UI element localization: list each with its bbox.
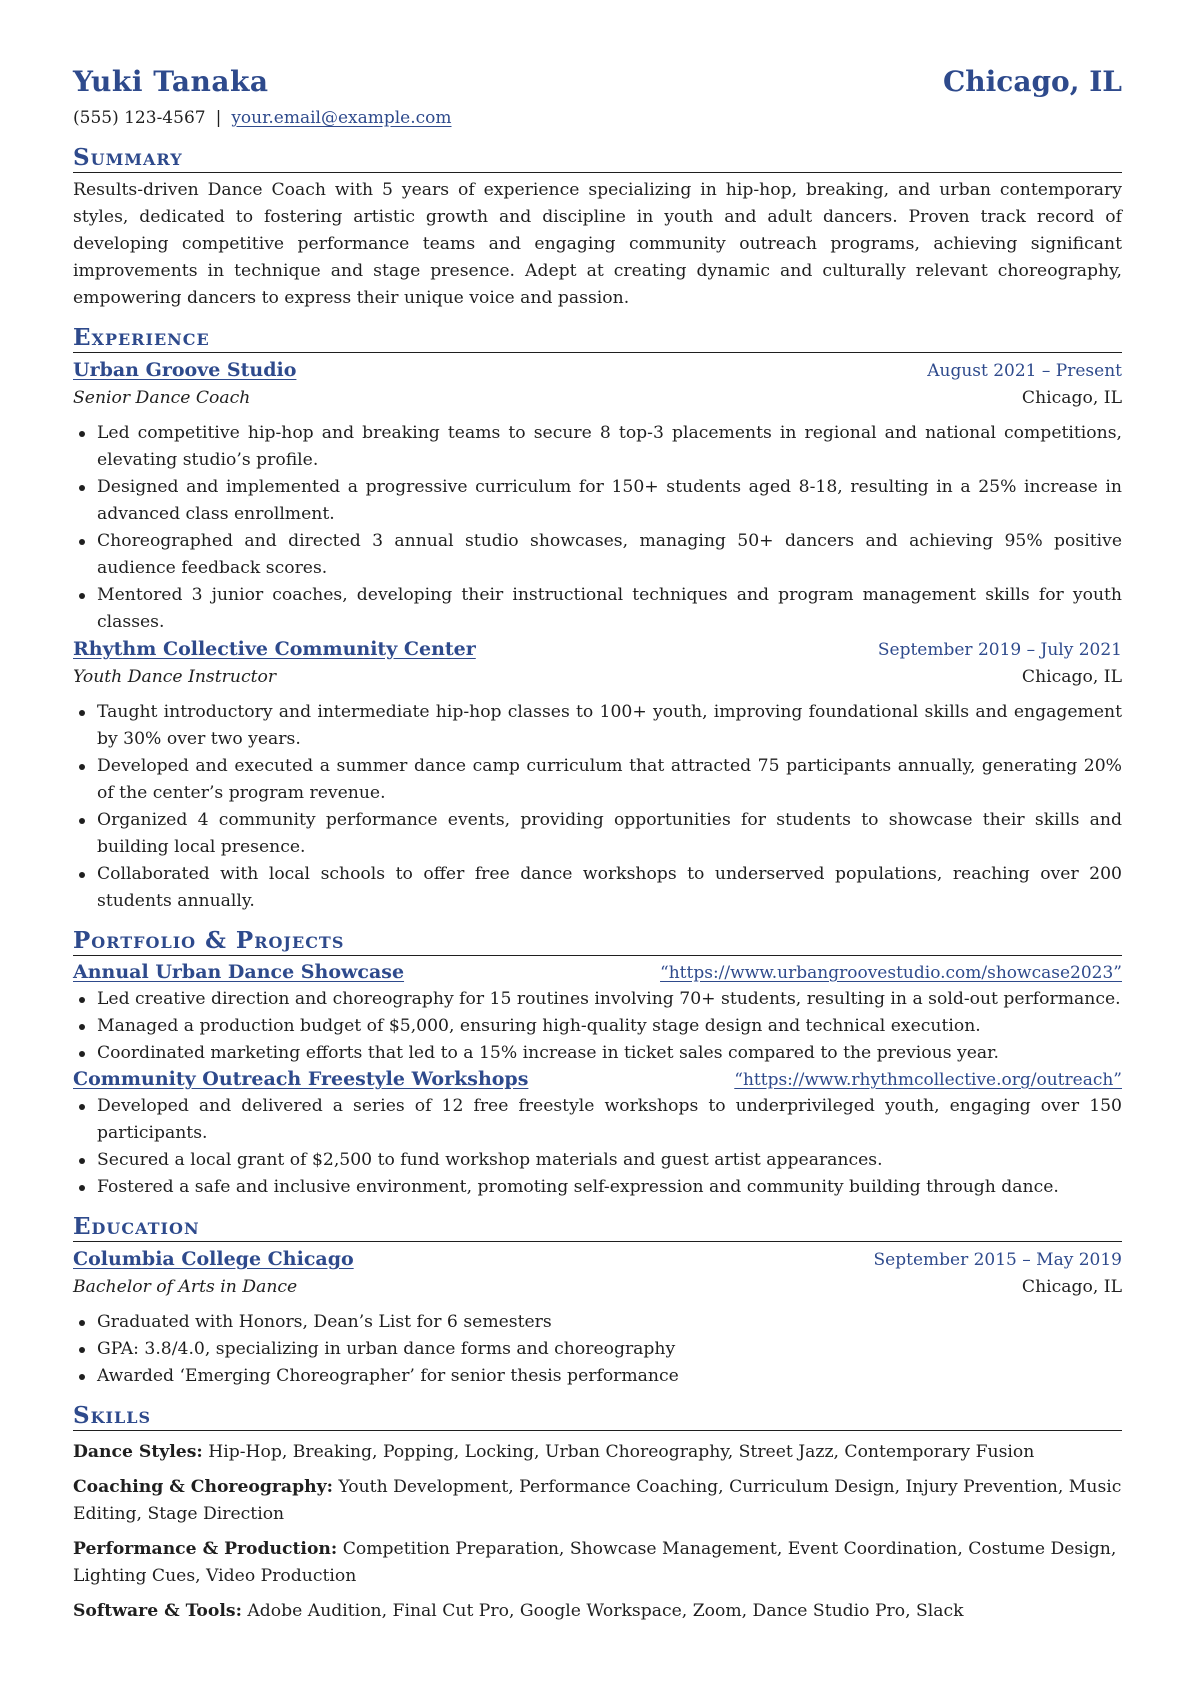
- list-item: Led creative direction and choreography for 15 routines involving 70+ students, resulting in a sold-out performance.: [73, 986, 1122, 1013]
- list-item: Secured a local grant of $2,500 to fund workshop materials and guest artist appearances.: [73, 1147, 1122, 1174]
- skill-category-label: Software & Tools:: [73, 1601, 242, 1621]
- project-entry: [73, 960, 1122, 1067]
- skills-section: [73, 1439, 1122, 1625]
- email-link[interactable]: your.email@example.com: [231, 108, 452, 128]
- skill-category-label: Coaching & Choreography:: [73, 1477, 333, 1497]
- list-item: GPA: 3.8/4.0, specializing in urban dance forms and choreography: [73, 1336, 1122, 1363]
- summary-section: [73, 177, 1122, 312]
- list-item: Mentored 3 junior coaches, developing their instructional techniques and program management skills for youth classes.: [73, 582, 1122, 636]
- section-title-education: Education: [73, 1213, 1122, 1242]
- resume-header: [73, 62, 1122, 102]
- school-location: Chicago, IL: [1021, 1277, 1122, 1297]
- list-item: Choreographed and directed 3 annual studio showcases, managing 50+ dancers and achieving 95% positive audience feedback scores.: [73, 528, 1122, 582]
- skill-values: Youth Development, Performance Coaching, Curriculum Design, Injury Prevention, Music Editing, Stage Direction: [73, 1477, 1122, 1524]
- skill-row: [73, 1439, 1122, 1466]
- skill-row: [73, 1536, 1122, 1590]
- list-item: Designed and implemented a progressive curriculum for 150+ students aged 8-18, resulting in a 25% increase in advanced class enrollment.: [73, 474, 1122, 528]
- school-link[interactable]: Columbia College Chicago: [73, 1248, 354, 1270]
- section-title-summary: Summary: [73, 144, 1122, 173]
- list-item: Led competitive hip-hop and breaking teams to secure 8 top-3 placements in regional and national competitions, elevating studio’s profile.: [73, 420, 1122, 474]
- section-title-experience: Experience: [73, 324, 1122, 353]
- contact-line: [73, 104, 1122, 132]
- skill-category-label: Dance Styles:: [73, 1442, 203, 1462]
- skill-row: [73, 1474, 1122, 1528]
- list-item: Coordinated marketing efforts that led to a 15% increase in ticket sales compared to the previous year.: [73, 1040, 1122, 1067]
- job-location: Chicago, IL: [1021, 388, 1122, 408]
- skill-category-label: Performance & Production:: [73, 1539, 338, 1559]
- job-title: Youth Dance Instructor: [73, 667, 277, 687]
- degree-name: Bachelor of Arts in Dance: [73, 1277, 298, 1297]
- skill-values: Competition Preparation, Showcase Management, Event Coordination, Costume Design, Lighting Cues, Video Production: [73, 1539, 1117, 1586]
- skill-values: Hip-Hop, Breaking, Popping, Locking, Urban Choreography, Street Jazz, Contemporary Fusion: [208, 1442, 1035, 1462]
- project-bullets: [73, 986, 1122, 1067]
- list-item: Fostered a safe and inclusive environment, promoting self-expression and community building through dance.: [73, 1174, 1122, 1201]
- list-item: Awarded ‘Emerging Choreographer’ for senior thesis performance: [73, 1363, 1122, 1390]
- job-title: Senior Dance Coach: [73, 388, 251, 408]
- project-url-link[interactable]: “https://www.rhythmcollective.org/outreach”: [734, 1070, 1122, 1090]
- project-bullets: [73, 1093, 1122, 1201]
- project-title-link[interactable]: Community Outreach Freestyle Workshops: [73, 1068, 529, 1090]
- phone-number: (555) 123-4567: [73, 108, 206, 128]
- employment-dates: August 2021 – Present: [927, 361, 1122, 381]
- list-item: Developed and delivered a series of 12 free freestyle workshops to underprivileged youth, engaging over 150 participants.: [73, 1093, 1122, 1147]
- list-item: Organized 4 community performance events, providing opportunities for students to showcase their skills and building local presence.: [73, 807, 1122, 861]
- education-dates: September 2015 – May 2019: [873, 1250, 1122, 1270]
- section-title-portfolio: Portfolio & Projects: [73, 927, 1122, 956]
- employment-dates: September 2019 – July 2021: [877, 640, 1122, 660]
- candidate-location: Chicago, IL: [942, 65, 1122, 98]
- list-item: Developed and executed a summer dance camp curriculum that attracted 75 participants annually, generating 20% of the center’s program revenue.: [73, 753, 1122, 807]
- skill-row: [73, 1598, 1122, 1625]
- job-location: Chicago, IL: [1021, 667, 1122, 687]
- experience-bullets: [73, 699, 1122, 915]
- education-entry: [73, 1246, 1122, 1390]
- project-entry: [73, 1067, 1122, 1201]
- list-item: Taught introductory and intermediate hip-hop classes to 100+ youth, improving foundational skills and engagement by 30% over two years.: [73, 699, 1122, 753]
- project-title-link[interactable]: Annual Urban Dance Showcase: [73, 961, 405, 983]
- candidate-name: Yuki Tanaka: [73, 65, 269, 98]
- education-bullets: [73, 1309, 1122, 1390]
- section-title-skills: Skills: [73, 1402, 1122, 1431]
- contact-separator: |: [215, 108, 222, 128]
- experience-entry: [73, 357, 1122, 636]
- employer-link[interactable]: Urban Groove Studio: [73, 359, 297, 381]
- experience-bullets: [73, 420, 1122, 636]
- list-item: Graduated with Honors, Dean’s List for 6 semesters: [73, 1309, 1122, 1336]
- summary-text: Results-driven Dance Coach with 5 years of experience specializing in hip-hop, breaking, and urban contemporary styles, dedicated to fostering artistic growth and discipline in youth and adult dancers. Proven track record of developing competitive performance teams and engaging community outreach programs, achieving significant improvements in technique and stage presence. Adept at creating dynamic and culturally relevant choreography, empowering dancers to express their unique voice and passion.: [73, 180, 1122, 308]
- employer-link[interactable]: Rhythm Collective Community Center: [73, 638, 476, 660]
- project-url-link[interactable]: “https://www.urbangroovestudio.com/showcase2023”: [660, 963, 1122, 983]
- skill-values: Adobe Audition, Final Cut Pro, Google Workspace, Zoom, Dance Studio Pro, Slack: [247, 1601, 964, 1621]
- list-item: Collaborated with local schools to offer free dance workshops to underserved populations, reaching over 200 students annually.: [73, 861, 1122, 915]
- list-item: Managed a production budget of $5,000, ensuring high-quality stage design and technical execution.: [73, 1013, 1122, 1040]
- experience-entry: [73, 636, 1122, 915]
